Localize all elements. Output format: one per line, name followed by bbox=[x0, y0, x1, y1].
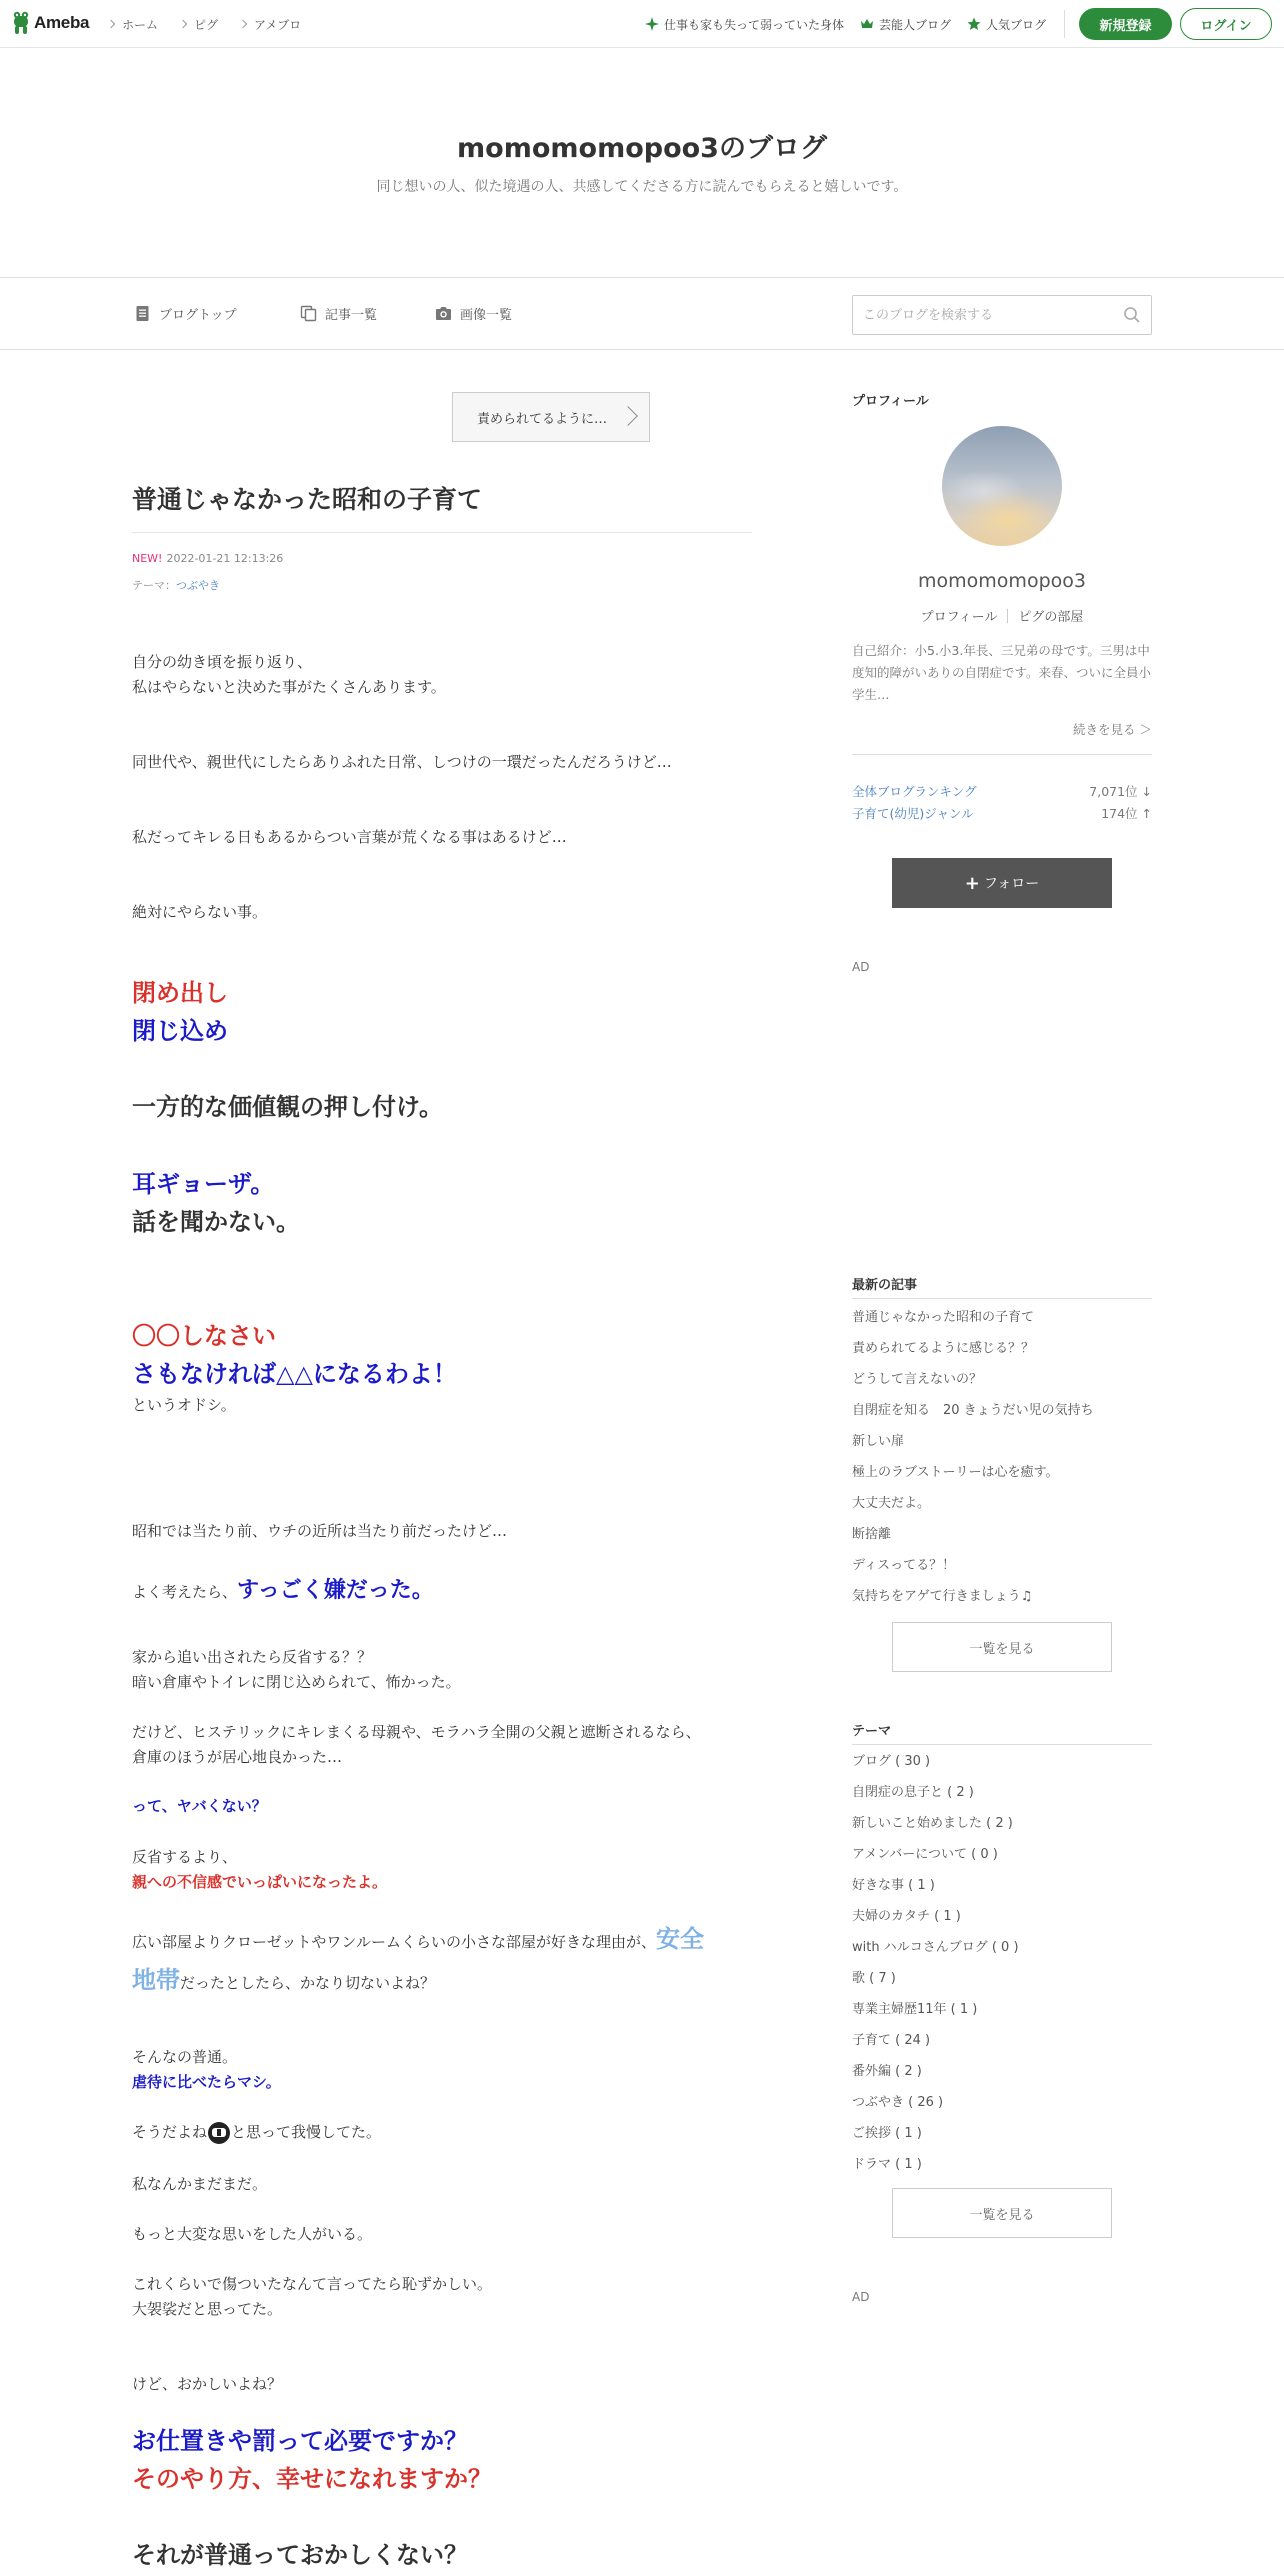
paragraph bbox=[132, 1920, 752, 2002]
ranking-genre[interactable] bbox=[852, 804, 1152, 822]
sidebar-divider bbox=[852, 1298, 1152, 1299]
avatar[interactable] bbox=[942, 426, 1062, 546]
text-line: これくらいで傷ついたなんて言ってたら恥ずかしい。 bbox=[132, 2275, 493, 2293]
text-line: そんなの普通。 bbox=[132, 2048, 238, 2066]
entry-datetime: 2022-01-21 12:13:26 bbox=[166, 552, 284, 565]
text-line: 家から追い出されたら反省する？？ bbox=[132, 1648, 373, 1666]
latest-item[interactable]: どうして言えないの？ bbox=[852, 1372, 983, 1387]
menu-blog-top-label: ブログトップ bbox=[159, 308, 237, 323]
entry-meta bbox=[132, 552, 283, 565]
paragraph bbox=[132, 1578, 752, 1605]
crown-icon bbox=[860, 17, 874, 31]
theme-item[interactable]: 夫婦のカタチ ( 1 ) bbox=[852, 1909, 961, 1924]
chevron-right-icon bbox=[618, 406, 638, 426]
ranking-value: 174位 ↑ bbox=[1101, 806, 1152, 821]
latest-item[interactable]: 責められてるように感じる？？ bbox=[852, 1341, 1035, 1356]
profile-name[interactable]: momomomopoo3 bbox=[918, 570, 1086, 592]
follow-button[interactable] bbox=[892, 858, 1112, 908]
prev-entry-label: 責められてるように… bbox=[477, 411, 608, 427]
paragraph bbox=[132, 1645, 752, 1695]
paragraph bbox=[132, 650, 752, 700]
latest-item[interactable]: 新しい扉 bbox=[852, 1434, 905, 1449]
text-span: そうだよね bbox=[132, 2123, 208, 2141]
entry-theme bbox=[132, 577, 220, 593]
profile-intro: 自己紹介：小5.小3.年長、三兄弟の母です。三男は中度知的障がいありの自閉症です。来春、ついに全員小学生… bbox=[852, 643, 1152, 702]
latest-item[interactable]: 断捨離 bbox=[852, 1527, 892, 1542]
header-link-featured[interactable] bbox=[645, 16, 844, 33]
paragraph: けど、おかしいよね？ bbox=[132, 2375, 283, 2393]
blog-description: 同じ想いの人、似た境遇の人、共感してくださる方に読んでもらえると嬉しいです。 bbox=[376, 179, 908, 195]
read-more-link[interactable]: 続きを見る ＞ bbox=[1073, 722, 1152, 737]
chevron-right-icon bbox=[179, 20, 187, 28]
sidebar-divider bbox=[852, 1744, 1152, 1745]
paragraph: 同世代や、親世代にしたらありふれた日常、しつけの一環だったんだろうけど… bbox=[132, 753, 672, 771]
paragraph: 昭和では当たり前、ウチの近所は当たり前だったけど… bbox=[132, 1522, 508, 1540]
paragraph: 私なんかまだまだ。 bbox=[132, 2175, 268, 2193]
latest-heading: 最新の記事 bbox=[852, 1278, 918, 1293]
theme-item[interactable]: つぶやき ( 26 ) bbox=[852, 2095, 944, 2110]
ranking-label: 子育て(幼児)ジャンル bbox=[852, 806, 974, 821]
theme-see-all-button[interactable]: 一覧を見る bbox=[892, 2188, 1112, 2238]
ad-label: AD bbox=[852, 960, 870, 974]
blog-menu bbox=[0, 278, 1284, 350]
nav-pig-label: ピグ bbox=[194, 17, 219, 32]
text-line: 反省するより、 bbox=[132, 1848, 238, 1866]
header-link-popular-label: 人気ブログ bbox=[985, 17, 1046, 32]
emphasis-text: すっごく嫌だった。 bbox=[237, 1578, 434, 1603]
paragraph bbox=[132, 1845, 752, 1895]
emphasis-text: 親への不信感でいっぱいになったよ。 bbox=[132, 1873, 388, 1891]
paragraph bbox=[132, 2045, 752, 2095]
ranking-value: 7,071位 ↓ bbox=[1089, 784, 1152, 799]
ranking-overall[interactable] bbox=[852, 782, 1152, 800]
emphasis-heading: それが普通っておかしくない？ bbox=[132, 2541, 468, 2568]
menu-blog-top[interactable] bbox=[134, 304, 237, 323]
theme-heading: テーマ bbox=[852, 1724, 892, 1739]
star-icon bbox=[967, 17, 981, 31]
pig-room-link[interactable]: ピグの部屋 bbox=[1018, 610, 1084, 625]
text-line: だけど、ヒステリックにキレまくる母親や、モラハラ全開の父親と遮断されるなら、 bbox=[132, 1723, 701, 1741]
text-span: だったとしたら、かなり切ないよね？ bbox=[180, 1974, 436, 1992]
emphasis-heading: 話を聞かない。 bbox=[132, 1208, 300, 1236]
ameba-logo[interactable] bbox=[12, 10, 89, 36]
text-line: 大袈裟だと思ってた。 bbox=[132, 2300, 283, 2318]
profile-heading: プロフィール bbox=[852, 394, 929, 409]
ameba-frog-icon bbox=[12, 10, 30, 36]
theme-item[interactable]: 好きな事 ( 1 ) bbox=[852, 1878, 935, 1893]
text-span: と思って我慢してた。 bbox=[231, 2123, 382, 2141]
emphasis-text: 地帯 bbox=[132, 1966, 180, 1994]
theme-list bbox=[852, 1746, 1152, 2180]
copy-icon bbox=[300, 305, 317, 322]
emphasis-heading: 耳ギョーザ。 bbox=[132, 1170, 275, 1198]
global-nav bbox=[108, 0, 301, 48]
prev-entry-link[interactable] bbox=[452, 392, 650, 442]
register-button[interactable]: 新規登録 bbox=[1079, 8, 1172, 40]
theme-item[interactable]: ドラマ ( 1 ) bbox=[852, 2157, 922, 2172]
emphasis-heading: さもなければ△△になるわよ！ bbox=[132, 1360, 457, 1388]
menu-image-list[interactable] bbox=[435, 304, 512, 323]
menu-entry-list-label: 記事一覧 bbox=[325, 308, 378, 323]
emphasis-heading: そのやり方、幸せになれますか？ bbox=[132, 2465, 492, 2493]
theme-item[interactable]: 歌 ( 7 ) bbox=[852, 1971, 896, 1986]
theme-item[interactable]: ご挨拶 ( 1 ) bbox=[852, 2126, 922, 2141]
paragraph bbox=[132, 1720, 752, 1770]
theme-item[interactable]: 番外編 ( 2 ) bbox=[852, 2064, 922, 2079]
theme-link[interactable]: つぶやき bbox=[176, 579, 220, 592]
latest-item[interactable]: ディスってる？！ bbox=[852, 1558, 956, 1573]
nav-home-label: ホーム bbox=[122, 17, 159, 32]
latest-list bbox=[852, 1302, 1152, 1612]
paragraph bbox=[132, 2120, 752, 2145]
emphasis-heading: お仕置きや罰って必要ですか？ bbox=[132, 2427, 468, 2455]
latest-item[interactable]: 気持ちをアゲて行きましょう♫ bbox=[852, 1589, 1033, 1604]
header-actions bbox=[645, 0, 1272, 48]
link-divider bbox=[1007, 609, 1008, 623]
latest-see-all-button[interactable]: 一覧を見る bbox=[892, 1622, 1112, 1672]
menu-image-list-label: 画像一覧 bbox=[460, 308, 513, 323]
text-line: 私はやらないと決めた事がたくさんあります。 bbox=[132, 678, 446, 696]
paragraph: というオドシ。 bbox=[132, 1396, 236, 1414]
blog-search-input[interactable] bbox=[863, 308, 1123, 323]
emphasis-text: って、ヤバくない？ bbox=[132, 1797, 267, 1815]
header-link-featured-label: 仕事も家も失って弱っていた身体 bbox=[663, 17, 844, 32]
emphasis-text: 安全 bbox=[656, 1925, 705, 1953]
chevron-right-icon bbox=[239, 20, 247, 28]
search-icon[interactable] bbox=[1123, 306, 1141, 324]
ad-label: AD bbox=[852, 2290, 870, 2304]
blog-search bbox=[852, 295, 1152, 335]
latest-item[interactable]: 極上のラブストーリーは心を癒す。 bbox=[852, 1465, 1059, 1480]
latest-item[interactable]: 自閉症を知る 20 きょうだい児の気持ち bbox=[852, 1403, 1094, 1418]
header-link-celebrity[interactable] bbox=[860, 16, 951, 33]
text-span: よく考えたら、 bbox=[132, 1583, 238, 1601]
nav-ameblo[interactable] bbox=[240, 16, 301, 33]
theme-item[interactable]: with ハルコさんブログ ( 0 ) bbox=[852, 1940, 1019, 1955]
title-divider bbox=[132, 532, 752, 533]
emphasis-text: 虐待に比べたらマシ。 bbox=[132, 2073, 281, 2091]
new-badge: NEW! bbox=[132, 552, 163, 565]
theme-item[interactable]: 子育て ( 24 ) bbox=[852, 2033, 931, 2048]
entry-title[interactable]: 普通じゃなかった昭和の子育て bbox=[132, 485, 483, 514]
chevron-right-icon bbox=[107, 20, 115, 28]
emphasis-heading: 一方的な価値観の押し付け。 bbox=[132, 1093, 444, 1121]
profile-links bbox=[852, 606, 1152, 625]
latest-item[interactable]: 大丈夫だよ。 bbox=[852, 1496, 931, 1511]
sidebar-divider bbox=[852, 754, 1152, 755]
emphasis-heading: 閉じ込め bbox=[132, 1017, 228, 1045]
camera-icon bbox=[435, 305, 452, 322]
header-link-celebrity-label: 芸能人ブログ bbox=[878, 17, 951, 32]
paragraph: 私だってキレる日もあるからつい言葉が荒くなる事はあるけど… bbox=[132, 828, 567, 846]
theme-item[interactable]: 専業主婦歴11年 ( 1 ) bbox=[852, 2002, 978, 2017]
paragraph: 絶対にやらない事。 bbox=[132, 903, 268, 921]
theme-item[interactable]: アメンバーについて ( 0 ) bbox=[852, 1847, 998, 1862]
theme-item[interactable]: 新しいこと始めました ( 2 ) bbox=[852, 1816, 1013, 1831]
sparkle-icon bbox=[645, 17, 659, 31]
header-link-popular[interactable] bbox=[967, 16, 1046, 33]
sunglasses-emoji-icon bbox=[208, 2122, 230, 2144]
logo-wordmark: Ameba bbox=[34, 13, 90, 32]
nav-home[interactable] bbox=[108, 16, 158, 33]
blog-header bbox=[0, 48, 1284, 278]
plus-icon: + bbox=[964, 872, 980, 894]
paragraph: もっと大変な思いをした人がいる。 bbox=[132, 2225, 373, 2243]
paragraph bbox=[132, 2272, 752, 2322]
nav-pig[interactable] bbox=[180, 16, 218, 33]
profile-link[interactable]: プロフィール bbox=[920, 610, 998, 625]
follow-label: フォロー bbox=[983, 876, 1040, 892]
header-divider bbox=[1064, 10, 1065, 38]
global-header bbox=[0, 0, 1284, 48]
ranking-label: 全体ブログランキング bbox=[852, 784, 977, 799]
theme-item[interactable]: ブログ ( 30 ) bbox=[852, 1754, 931, 1769]
document-icon bbox=[134, 305, 151, 322]
blog-title[interactable]: momomomopoo3のブログ bbox=[457, 133, 827, 164]
text-line: 倉庫のほうが居心地良かった… bbox=[132, 1748, 343, 1766]
text-line: 暗い倉庫やトイレに閉じ込められて、怖かった。 bbox=[132, 1673, 461, 1691]
text-line: 自分の幼き頃を振り返り、 bbox=[132, 653, 313, 671]
text-span: 広い部屋よりクローゼットやワンルームくらいの小さな部屋が好きな理由が、 bbox=[132, 1933, 657, 1951]
menu-entry-list[interactable] bbox=[300, 304, 377, 323]
emphasis-heading: 閉め出し bbox=[132, 979, 228, 1007]
nav-ameblo-label: アメブロ bbox=[254, 17, 302, 32]
emphasis-heading: 〇〇しなさい bbox=[132, 1322, 276, 1350]
theme-label: テーマ： bbox=[132, 579, 176, 592]
theme-item[interactable]: 自閉症の息子と ( 2 ) bbox=[852, 1785, 974, 1800]
login-button[interactable]: ログイン bbox=[1180, 8, 1272, 40]
latest-item[interactable]: 普通じゃなかった昭和の子育て bbox=[852, 1310, 1035, 1325]
